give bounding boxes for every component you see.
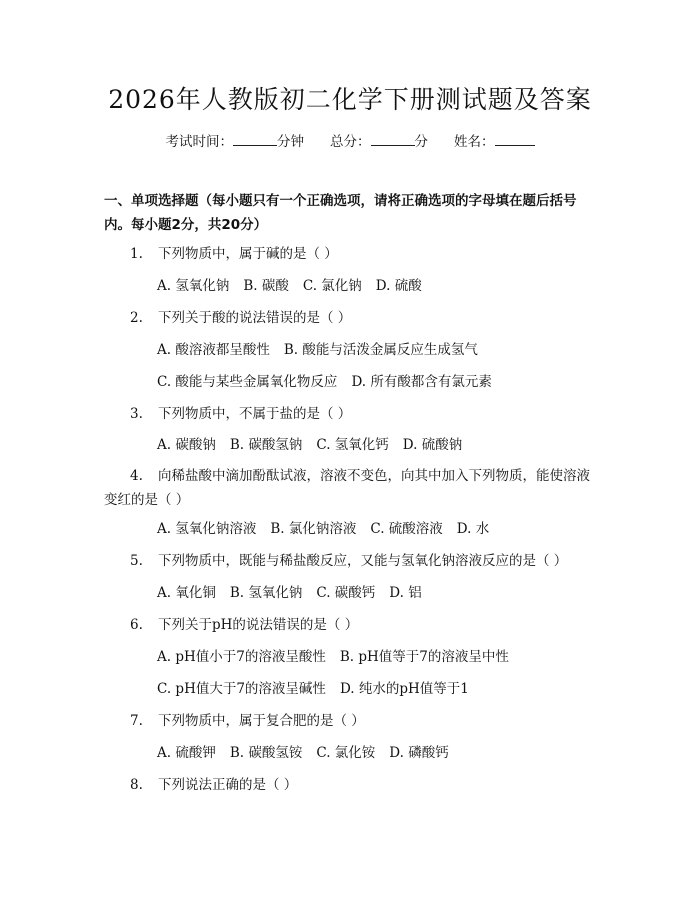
option-b: B. pH值等于7的溶液呈中性 — [339, 649, 509, 665]
question-number: 1. — [130, 246, 143, 262]
option-a: A. 氢氧化钠溶液 — [157, 521, 257, 537]
page-title: 2026年人教版初二化学下册测试题及答案 — [108, 85, 592, 114]
option-b: B. 氯化钠溶液 — [270, 521, 357, 537]
question-4 — [104, 464, 596, 512]
option-b: B. 酸能与活泼金属反应生成氢气 — [283, 342, 478, 358]
question-text: 向稀盐酸中滴加酚酞试液，溶液不变色，向其中加入下列物质，能使溶液变红的是（ ） — [104, 468, 590, 508]
option-a: A. 氧化铜 — [157, 585, 216, 601]
question-text: 下列物质中，不属于盐的是（ ） — [158, 406, 352, 422]
option-d: D. 铝 — [389, 585, 422, 601]
option-d: D. 水 — [456, 521, 490, 537]
options-6b — [157, 679, 597, 699]
name-blank — [495, 131, 535, 146]
option-a: A. 碳酸钠 — [157, 437, 216, 453]
time-unit: 分钟 — [277, 134, 304, 150]
option-c: C. 碳酸钙 — [316, 585, 376, 601]
question-number: 7. — [130, 713, 143, 729]
option-a: A. 氢氧化钠 — [157, 278, 230, 294]
question-6 — [104, 613, 596, 637]
option-c: C. 氯化铵 — [316, 745, 376, 761]
options-3 — [157, 435, 597, 455]
question-text: 下列物质中，属于复合肥的是（ ） — [158, 713, 365, 729]
option-c: C. 氢氧化钙 — [316, 437, 389, 453]
question-number: 4. — [130, 468, 143, 484]
section-title: 一、单项选择题（每小题只有一个正确选项，请将正确选项的字母填在题后括号内。每小题2分，共20分） — [104, 193, 577, 233]
question-2 — [104, 306, 596, 330]
question-5 — [104, 549, 596, 573]
time-label: 考试时间： — [165, 134, 233, 150]
option-a: A. pH值小于7的溶液呈酸性 — [157, 649, 326, 665]
question-text: 下列说法正确的是（ ） — [158, 777, 298, 793]
question-number: 6. — [130, 617, 143, 633]
question-text: 下列物质中，属于碱的是（ ） — [158, 246, 338, 262]
option-d: D. 纯水的pH值等于1 — [339, 681, 469, 697]
score-label: 总分： — [330, 134, 371, 150]
options-4 — [157, 519, 597, 539]
option-a: A. 酸溶液都呈酸性 — [157, 342, 270, 358]
question-text: 下列物质中，既能与稀盐酸反应，又能与氢氧化钠溶液反应的是（ ） — [158, 553, 568, 569]
option-d: D. 磷酸钙 — [389, 745, 449, 761]
option-d: D. 硫酸 — [375, 278, 422, 294]
options-2b — [157, 372, 597, 392]
name-label: 姓名： — [454, 134, 495, 150]
score-blank — [371, 131, 415, 146]
question-number: 5. — [130, 553, 143, 569]
options-2a — [157, 340, 597, 360]
option-c: C. 氯化钠 — [302, 278, 362, 294]
question-8 — [104, 773, 596, 797]
options-7 — [157, 743, 597, 763]
time-blank — [233, 131, 277, 146]
option-b: B. 碳酸 — [243, 278, 289, 294]
option-d: D. 硫酸钠 — [402, 437, 463, 453]
option-b: B. 碳酸氢铵 — [229, 745, 303, 761]
options-6a — [157, 647, 597, 667]
question-3 — [104, 402, 596, 426]
options-5 — [157, 583, 597, 603]
question-1 — [104, 242, 596, 266]
question-7 — [104, 709, 596, 733]
option-b: B. 碳酸氢钠 — [229, 437, 303, 453]
exam-meta — [0, 131, 700, 152]
question-text: 下列关于酸的说法错误的是（ ） — [158, 310, 352, 326]
option-b: B. 氢氧化钠 — [229, 585, 303, 601]
question-text: 下列关于pH的说法错误的是（ ） — [158, 617, 359, 633]
option-c: C. 硫酸溶液 — [370, 521, 443, 537]
option-c: C. 酸能与某些金属氧化物反应 — [157, 374, 338, 390]
option-c: C. pH值大于7的溶液呈碱性 — [157, 681, 326, 697]
score-unit: 分 — [414, 134, 428, 150]
question-number: 8. — [130, 777, 143, 793]
option-a: A. 硫酸钾 — [157, 745, 216, 761]
question-number: 3. — [130, 406, 143, 422]
question-number: 2. — [130, 310, 143, 326]
options-1 — [157, 276, 597, 296]
option-d: D. 所有酸都含有氯元素 — [351, 374, 492, 390]
